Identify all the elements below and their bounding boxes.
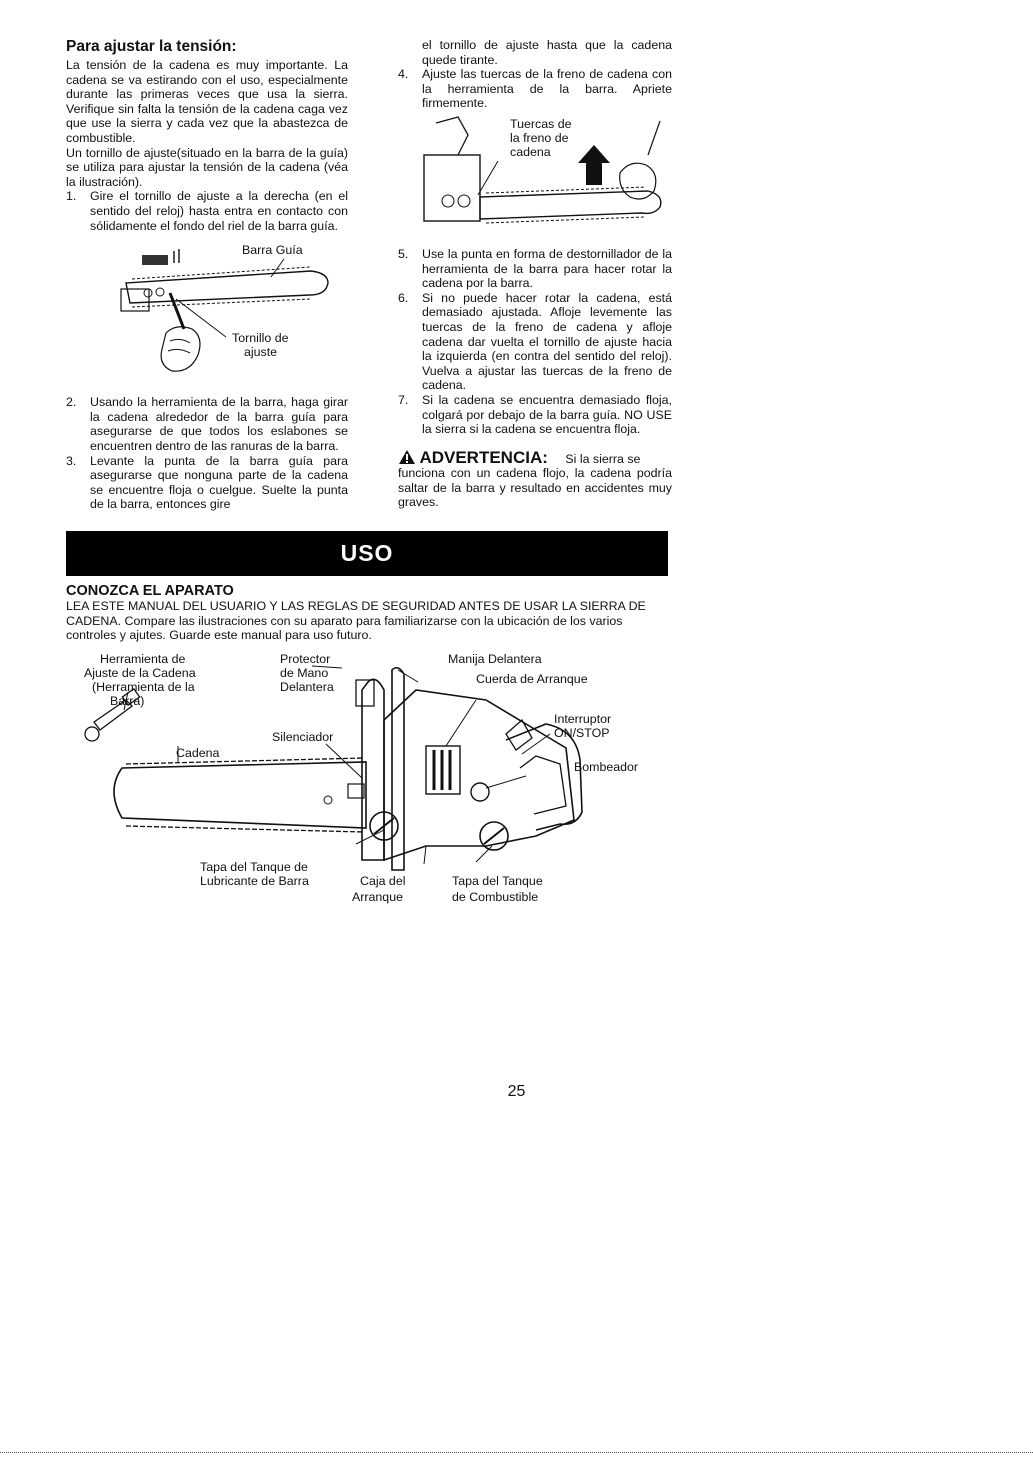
adjust-screw-label-line2: ajuste xyxy=(244,345,278,360)
fuel-cap-label-line2: de Combustible xyxy=(452,890,539,904)
brake-nuts-label-line1: Tuercas de xyxy=(510,116,572,131)
front-handle-label: Manija Delantera xyxy=(448,652,542,666)
hand-guard-label-line1: Protector xyxy=(280,652,331,666)
tool-label-line2: Ajuste de la Cadena xyxy=(84,666,196,680)
bottom-dotted-rule xyxy=(0,1452,1033,1454)
chain-label: Cadena xyxy=(176,746,220,760)
warning-text: funciona con un cadena flojo, la cadena podría saltar de la barra y resultado en accidentes muy graves. xyxy=(398,466,672,510)
starter-housing-label-line2: Arranque xyxy=(352,890,403,904)
on-stop-switch-label-line2: ON/STOP xyxy=(554,726,610,740)
guide-bar-drawing xyxy=(66,237,348,389)
hand-guard-label-line3: Delantera xyxy=(280,680,334,694)
tension-steps-right xyxy=(398,67,672,111)
step-4-number: 4. xyxy=(398,67,409,82)
chainsaw-parts-diagram xyxy=(66,650,672,912)
brake-nuts-label-line2: la freno de xyxy=(510,130,569,145)
left-column xyxy=(66,38,348,512)
warning-title: ADVERTENCIA: xyxy=(419,447,548,467)
tool-label-line1: Herramienta de xyxy=(100,652,186,666)
guide-bar-screw-illustration xyxy=(66,237,348,389)
step-5-text: Use la punta en forma de destornillador de la herramienta de la barra para hacer rotar la cadena por la barra. xyxy=(422,246,672,291)
step-6 xyxy=(398,291,672,393)
tension-steps-right-continued xyxy=(398,247,672,437)
step-4 xyxy=(398,67,672,111)
step-1-number: 1. xyxy=(66,189,77,204)
tension-steps-left xyxy=(66,189,348,233)
know-your-unit-heading: CONOZCA EL APARATO xyxy=(66,583,234,599)
warning-block xyxy=(398,449,672,510)
step-7-text: Si la cadena se encuentra demasiado floja, colgará por debajo de la barra guía. NO USE la sierra si la cadena se encuentra floja. xyxy=(422,392,672,437)
step-3-continuation: el tornillo de ajuste hasta que la cadena quede tirante. xyxy=(422,38,672,67)
warning-triangle-icon xyxy=(398,449,416,465)
adjust-screw-paragraph: Un tornillo de ajuste(situado en la barra de la guía) se utiliza para ajustar la tensión de la cadena (véa la ilustración). xyxy=(66,145,348,189)
step-5-number: 5. xyxy=(398,246,409,261)
step-1 xyxy=(66,189,348,233)
step-2 xyxy=(66,395,348,453)
fuel-cap-label-line1: Tapa del Tanque xyxy=(452,874,543,888)
know-your-unit-line1: LEA ESTE MANUAL DEL USUARIO Y LAS REGLAS DE SEGURIDAD ANTES DE USAR LA SIERRA DE CADENA. xyxy=(66,599,646,628)
step-3-text: Levante la punta de la barra guía para asegurarse que nonguna parte de la cadena se encuentre floja o cuelgue. Suelte la punta de la barra, entonces gire xyxy=(90,453,348,512)
step-5 xyxy=(398,247,672,291)
tension-intro-paragraph: La tensión de la cadena es muy importante. La cadena se va estirando con el uso, especialmente durante las primeras veces que usa la sierra. Verifique sin falta la tensión de la cadena caga vez que use la sierra y cada vez que la abastezca de combustible. xyxy=(66,58,348,145)
brake-nuts-label-line3: cadena xyxy=(510,144,551,159)
step-3-number: 3. xyxy=(66,453,77,468)
uso-section-bar: USO xyxy=(66,531,668,576)
step-6-text: Si no puede hacer rotar la cadena, está demasiado ajustada. Afloje levemente las tuercas de la freno de cadena y afloje cadena dar vuelta el tornillo de ajuste hacia la izquierda (en contra del sentido del reloj). Vuelva a ajustar las tuercas de la freno de cadena. xyxy=(422,290,672,393)
step-1-text: Gire el tornillo de ajuste a la derecha (en el sentido del reloj) hasta entra en contacto con sólidamente el fondo del riel de la barra guía. xyxy=(90,189,348,233)
starter-rope-label: Cuerda de Arranque xyxy=(476,672,588,686)
guide-bar-label: Barra Guía xyxy=(242,243,303,258)
know-your-unit-section xyxy=(66,583,672,643)
tool-label-line3: (Herramienta de la xyxy=(92,680,195,694)
starter-housing-label-line1: Caja del xyxy=(360,874,406,888)
adjust-screw-label-line1: Tornillo de xyxy=(232,331,289,346)
tool-label-line4: Barra) xyxy=(110,694,145,708)
step-6-number: 6. xyxy=(398,290,409,305)
step-2-number: 2. xyxy=(66,395,77,410)
step-4-text: Ajuste las tuercas de la freno de cadena con la herramienta de la barra. Apriete firmemente. xyxy=(422,67,672,111)
page-number: 25 xyxy=(507,1083,526,1100)
step-2-text: Usando la herramienta de la barra, haga girar la cadena alrededor de la barra guía para asegurarse de que todos los eslabones se encuentren dentro de las ranuras de la barra. xyxy=(90,395,348,453)
warning-lead: Si la sierra se xyxy=(565,451,641,466)
step-3 xyxy=(66,454,348,512)
on-stop-switch-label-line1: Interruptor xyxy=(554,712,612,726)
step-7-number: 7. xyxy=(398,392,409,407)
oil-cap-label-line2: Lubricante de Barra xyxy=(200,874,309,888)
muffler-label: Silenciador xyxy=(272,730,334,744)
tension-steps-left-continued xyxy=(66,395,348,512)
step-7 xyxy=(398,393,672,437)
brake-nuts-illustration xyxy=(398,115,672,241)
tension-heading: Para ajustar la tensión: xyxy=(66,38,237,55)
oil-cap-label-line1: Tapa del Tanque de xyxy=(200,860,308,874)
right-column xyxy=(398,38,672,510)
primer-label: Bombeador xyxy=(574,760,639,774)
hand-guard-label-line2: de Mano xyxy=(280,666,329,680)
know-your-unit-line2: Compare las ilustraciones con su aparato para familiarizarse con la ubicación de los varios controles y ajutes. Guarde este manual para uso futuro. xyxy=(66,613,623,643)
